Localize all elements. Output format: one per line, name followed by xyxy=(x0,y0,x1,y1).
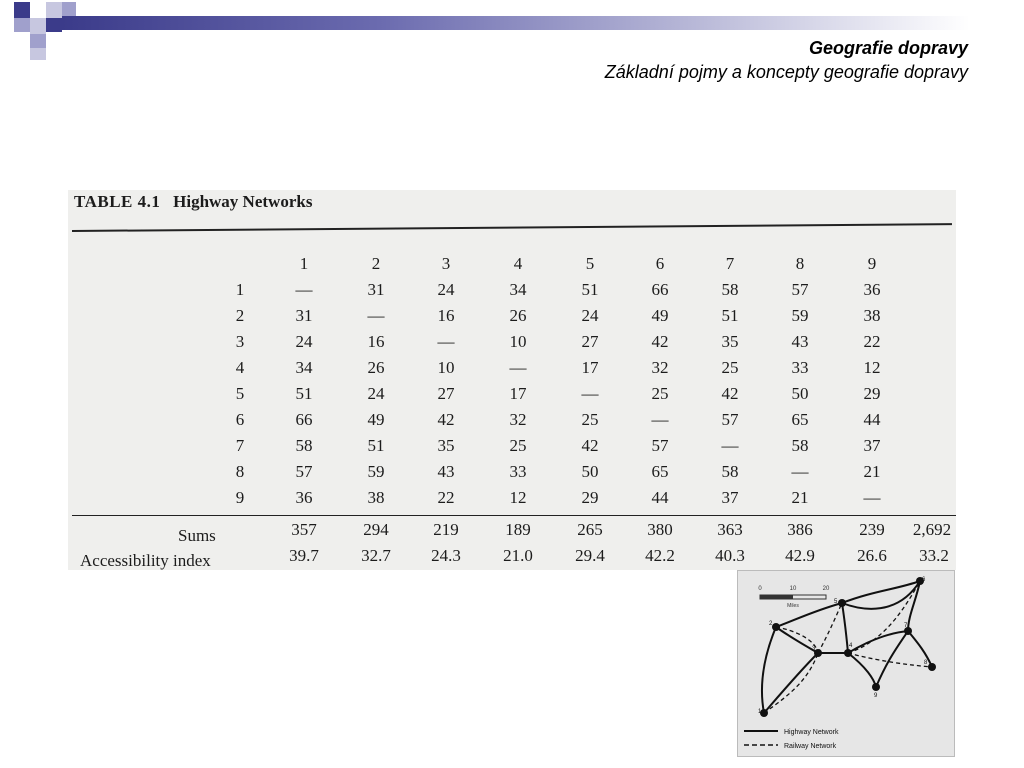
table-cell: 65 xyxy=(791,410,809,429)
page-subtitle: Základní pojmy a koncepty geografie dopravy xyxy=(604,62,968,82)
scale-label: 0 xyxy=(758,586,762,592)
sum-cell: 357 xyxy=(291,520,317,539)
sum-cell: 363 xyxy=(717,520,743,539)
table-cell: 44 xyxy=(863,410,881,429)
table-cell: 38 xyxy=(367,488,385,507)
header-gradient-bar xyxy=(62,16,970,30)
column-header: 6 xyxy=(655,254,665,273)
row-label: 7 xyxy=(235,436,245,455)
table-cell: 32 xyxy=(509,410,527,429)
sums-label: Sums xyxy=(178,526,216,545)
sum-cell: 294 xyxy=(363,520,389,539)
sum-cell: 386 xyxy=(787,520,813,539)
row-label: 3 xyxy=(235,332,245,351)
sum-cell: 189 xyxy=(505,520,531,539)
node-label: 2 xyxy=(769,621,773,627)
table-cell: — xyxy=(863,488,881,507)
table-cell: 65 xyxy=(651,462,669,481)
table-cell: 29 xyxy=(863,384,881,403)
deco-square xyxy=(14,18,30,32)
deco-square xyxy=(30,34,46,48)
index-total: 33.2 xyxy=(919,546,949,565)
table-cell: 33 xyxy=(791,358,809,377)
table-cell: 57 xyxy=(295,462,313,481)
table-cell: 43 xyxy=(437,462,455,481)
table-cell: 50 xyxy=(791,384,809,403)
table-cell: 24 xyxy=(295,332,313,351)
table-cell: 26 xyxy=(367,358,385,377)
sum-cell: 239 xyxy=(859,520,885,539)
table-cell: 36 xyxy=(863,280,881,299)
table-cell: 59 xyxy=(367,462,385,481)
scale-unit: Miles xyxy=(787,603,799,609)
table-cell: 12 xyxy=(863,358,881,377)
column-header: 2 xyxy=(371,254,381,273)
scale-label: 10 xyxy=(789,586,797,592)
deco-square xyxy=(46,18,62,32)
column-header: 4 xyxy=(513,254,523,273)
table-cell: 35 xyxy=(437,436,455,455)
table-cell: 17 xyxy=(509,384,527,403)
header-rule xyxy=(72,223,952,232)
deco-square xyxy=(46,2,62,18)
table-cell: — xyxy=(437,332,455,351)
index-cell: 24.3 xyxy=(431,546,461,565)
legend-highway-label: Highway Network xyxy=(784,729,839,736)
index-cell: 42.9 xyxy=(785,546,815,565)
deco-square xyxy=(62,2,76,16)
table-cell: 42 xyxy=(437,410,455,429)
table-cell: 33 xyxy=(509,462,527,481)
table-cell: 36 xyxy=(295,488,313,507)
sum-cell: 265 xyxy=(577,520,603,539)
map-node xyxy=(772,623,780,631)
map-node xyxy=(844,649,852,657)
node-label: 9 xyxy=(874,693,878,699)
table-cell: 44 xyxy=(651,488,669,507)
table-cell: 42 xyxy=(651,332,669,351)
table-cell: 57 xyxy=(651,436,669,455)
table-cell: 27 xyxy=(437,384,455,403)
table-cell: 22 xyxy=(437,488,455,507)
map-node xyxy=(838,599,846,607)
table-cell: 58 xyxy=(721,280,739,299)
network-map-svg xyxy=(738,571,954,756)
map-node xyxy=(928,663,936,671)
table-cell: 16 xyxy=(437,306,455,325)
table-cell: 26 xyxy=(509,306,527,325)
column-header: 3 xyxy=(441,254,451,273)
sums-total: 2,692 xyxy=(912,520,952,539)
table-cell: 51 xyxy=(581,280,599,299)
row-label: 4 xyxy=(235,358,245,377)
table-cell: 27 xyxy=(581,332,599,351)
node-label: 5 xyxy=(834,599,838,605)
column-header: 5 xyxy=(585,254,595,273)
table-cell: 51 xyxy=(721,306,739,325)
table-cell: 21 xyxy=(791,488,809,507)
table-cell: 58 xyxy=(295,436,313,455)
row-label: 1 xyxy=(235,280,245,299)
slide-title xyxy=(605,36,968,84)
table-cell: 50 xyxy=(581,462,599,481)
table-cell: — xyxy=(651,410,669,429)
legend-railway-label: Railway Network xyxy=(784,743,837,750)
row-label: 2 xyxy=(235,306,245,325)
table-cell: 43 xyxy=(791,332,809,351)
table-cell: 17 xyxy=(581,358,599,377)
deco-square xyxy=(14,2,30,18)
table-cell: 29 xyxy=(581,488,599,507)
node-label: 8 xyxy=(924,660,928,666)
table-cell: 37 xyxy=(863,436,881,455)
sum-cell: 380 xyxy=(647,520,673,539)
table-cell: 12 xyxy=(509,488,527,507)
row-label: 6 xyxy=(235,410,245,429)
table-cell: — xyxy=(367,306,385,325)
table-cell: — xyxy=(721,436,739,455)
table-cell: — xyxy=(295,280,313,299)
row-label: 8 xyxy=(235,462,245,481)
node-label: 6 xyxy=(922,577,926,583)
row-label: 9 xyxy=(235,488,245,507)
node-label: 3 xyxy=(812,646,816,652)
index-cell: 21.0 xyxy=(503,546,533,565)
sum-cell: 219 xyxy=(433,520,459,539)
node-label: 4 xyxy=(849,643,853,649)
highway-network xyxy=(762,581,932,713)
column-header: 9 xyxy=(867,254,877,273)
table-cell: 59 xyxy=(791,306,809,325)
node-label: 1 xyxy=(758,709,762,715)
table-cell: 32 xyxy=(651,358,669,377)
table-cell: 22 xyxy=(863,332,881,351)
table-cell: 34 xyxy=(509,280,527,299)
table-cell: 58 xyxy=(721,462,739,481)
node-label: 7 xyxy=(904,623,908,629)
table-cell: 66 xyxy=(651,280,669,299)
table-cell: 57 xyxy=(791,280,809,299)
table-cell: 49 xyxy=(651,306,669,325)
table-cell: 25 xyxy=(651,384,669,403)
sums-rule xyxy=(72,515,956,516)
table-name: Highway Networks xyxy=(173,192,313,211)
index-cell: 32.7 xyxy=(361,546,391,565)
table-cell: 24 xyxy=(437,280,455,299)
index-label: Accessibility index xyxy=(80,551,211,570)
table-scan xyxy=(68,190,956,570)
table-cell: — xyxy=(509,358,527,377)
table-cell: 10 xyxy=(437,358,455,377)
table-cell: 24 xyxy=(581,306,599,325)
table-cell: 34 xyxy=(295,358,313,377)
table-cell: 21 xyxy=(863,462,881,481)
page-title: Geografie dopravy xyxy=(808,38,968,58)
table-cell: 51 xyxy=(295,384,313,403)
index-cell: 42.2 xyxy=(645,546,675,565)
map-node xyxy=(872,683,880,691)
table-cell: 57 xyxy=(721,410,739,429)
table-cell: 42 xyxy=(721,384,739,403)
table-cell: 49 xyxy=(367,410,385,429)
deco-square xyxy=(30,48,46,60)
table-cell: 31 xyxy=(367,280,385,299)
column-header: 7 xyxy=(725,254,735,273)
table-number: TABLE 4.1 xyxy=(74,192,161,211)
table-cell: — xyxy=(581,384,599,403)
index-cell: 29.4 xyxy=(575,546,605,565)
table-cell: 42 xyxy=(581,436,599,455)
table-cell: 35 xyxy=(721,332,739,351)
deco-square xyxy=(30,18,46,34)
index-cell: 39.7 xyxy=(289,546,319,565)
table-cell: 51 xyxy=(367,436,385,455)
table-cell: 37 xyxy=(721,488,739,507)
table-cell: 24 xyxy=(367,384,385,403)
row-label: 5 xyxy=(235,384,245,403)
column-header: 8 xyxy=(795,254,805,273)
table-cell: 25 xyxy=(721,358,739,377)
column-header: 1 xyxy=(299,254,309,273)
table-cell: 58 xyxy=(791,436,809,455)
table-cell: 10 xyxy=(509,332,527,351)
table-cell: 16 xyxy=(367,332,385,351)
table-caption xyxy=(74,192,312,212)
table-cell: 25 xyxy=(581,410,599,429)
index-cell: 40.3 xyxy=(715,546,745,565)
scale-label: 20 xyxy=(822,586,830,592)
index-cell: 26.6 xyxy=(857,546,887,565)
scale-bar-fill xyxy=(760,595,793,599)
table-cell: 66 xyxy=(295,410,313,429)
table-cell: 31 xyxy=(295,306,313,325)
network-map xyxy=(737,570,955,757)
table-cell: — xyxy=(791,462,809,481)
table-cell: 38 xyxy=(863,306,881,325)
table-cell: 25 xyxy=(509,436,527,455)
